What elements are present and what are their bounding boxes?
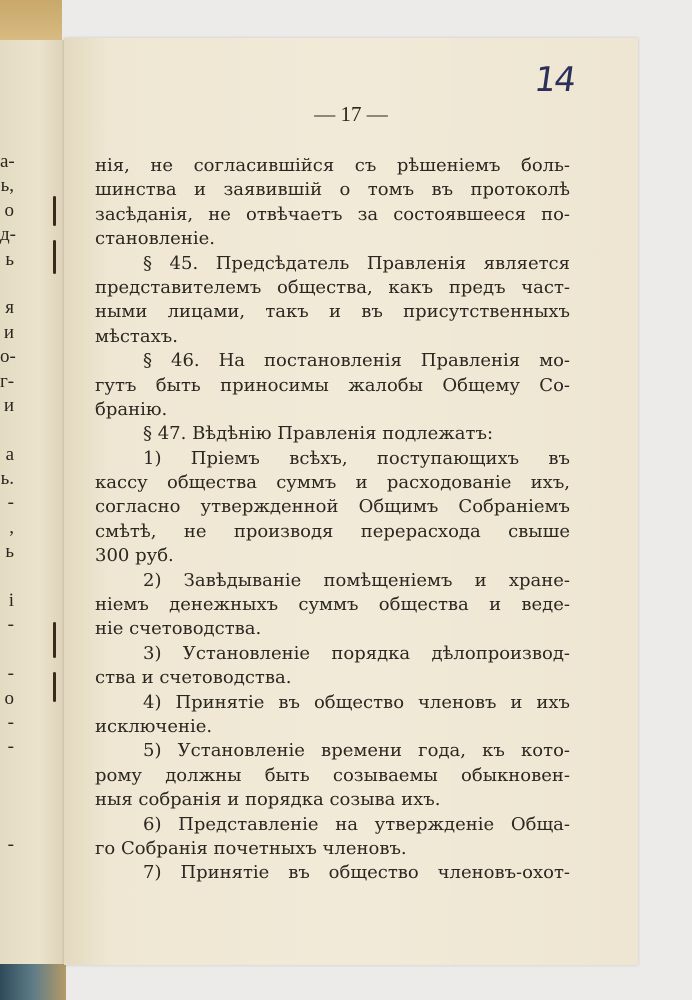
left-page-fragment	[0, 809, 14, 833]
left-page-fragment	[0, 638, 14, 662]
text-line: § 45. Предсѣдатель Правленія является	[143, 252, 570, 274]
text-line: согласно утвержденной Общимъ Собраніемъ	[95, 496, 570, 518]
left-page-fragment: -	[7, 492, 14, 514]
previous-page-text-fragments	[0, 150, 14, 857]
left-page-fragment: і	[8, 590, 14, 612]
left-page-fragment	[0, 565, 14, 589]
left-page-fragment: -	[7, 711, 14, 733]
binding-stitch	[53, 196, 56, 226]
binding-stitch	[53, 622, 56, 658]
text-line: ныя собранія и порядка созыва ихъ.	[95, 789, 441, 811]
left-page-fragment: д-	[0, 224, 16, 246]
left-page-fragment: а	[5, 443, 14, 465]
text-line: 5) Установленіе времени года, къ кото-	[143, 740, 570, 762]
left-page-fragment: -	[7, 736, 14, 758]
left-page-fragment: а-	[0, 151, 15, 172]
text-line: ніе счетоводства.	[95, 618, 262, 640]
text-line: бранію.	[95, 398, 168, 420]
text-line: шинства и заявившій о томъ въ протоколѣ	[95, 179, 570, 201]
text-line: § 47. Вѣдѣнію Правленія подлежатъ:	[143, 423, 494, 445]
left-page-fragment: ь.	[0, 468, 14, 490]
book-page	[64, 38, 638, 965]
text-line: представителемъ общества, какъ предъ част-	[95, 276, 570, 298]
text-line: 4) Принятіе въ общество членовъ и ихъ	[143, 691, 570, 713]
text-line: ства и счетоводства.	[95, 667, 292, 689]
text-line: 3) Установленіе порядка дѣлопроизвод-	[143, 642, 570, 664]
binding-stitch	[53, 240, 56, 274]
left-page-fragment: о-	[0, 346, 16, 368]
text-line: го Собранія почетныхъ членовъ.	[95, 837, 407, 859]
left-page-fragment	[0, 760, 14, 784]
left-page-fragment: ь,	[0, 175, 14, 197]
text-line: исключеніе.	[95, 715, 213, 737]
left-page-fragment: -	[7, 663, 14, 685]
left-page-fragment: ,	[9, 516, 14, 538]
text-line: 1) Пріемъ всѣхъ, поступающихъ въ	[143, 447, 570, 469]
text-line: ніемъ денежныхъ суммъ общества и веде-	[95, 594, 570, 616]
book-binding-bottom	[0, 964, 66, 1000]
text-line: кассу общества суммъ и расходованіе ихъ,	[95, 472, 570, 494]
text-line: § 46. На постановленія Правленія мо-	[143, 350, 570, 372]
text-line: 7) Принятіе въ общество членовъ-охот-	[143, 862, 570, 884]
left-page-fragment: о	[4, 687, 14, 709]
left-page-fragment	[0, 784, 14, 808]
text-line: 2) Завѣдываніе помѣщеніемъ и хране-	[143, 569, 570, 591]
text-line: смѣтѣ, не производя перерасхода свыше	[95, 520, 570, 542]
text-line: 300 руб.	[95, 545, 174, 567]
left-page-fragment: и	[3, 394, 14, 416]
left-page-fragment: я	[5, 297, 14, 319]
book-cover-edge	[0, 0, 62, 44]
left-page-fragment: о	[4, 199, 14, 221]
handwritten-folio-number: 14	[531, 60, 577, 100]
left-page-fragment: -	[7, 833, 14, 855]
binding-stitch	[53, 672, 56, 702]
left-page-fragment: и	[3, 321, 14, 343]
body-text	[95, 154, 570, 886]
left-page-fragment: ь	[5, 248, 14, 270]
text-line: гутъ быть приносимы жалобы Общему Со-	[95, 374, 570, 396]
left-page-fragment: -	[7, 614, 14, 636]
left-page-fragment	[0, 418, 14, 442]
page-number: — 17 —	[314, 102, 388, 126]
text-line: мѣстахъ.	[95, 325, 178, 347]
text-line: рому должны быть созываемы обыкновен-	[95, 764, 570, 786]
left-page-fragment: ь	[5, 541, 14, 563]
left-page-fragment: г-	[0, 370, 15, 392]
left-page-fragment	[0, 272, 14, 296]
text-line: нія, не согласившійся съ рѣшеніемъ боль-	[95, 155, 570, 176]
text-line: 6) Представленіе на утвержденіе Обща-	[143, 813, 570, 835]
text-line: становленіе.	[95, 228, 215, 250]
text-line: засѣданія, не отвѣчаетъ за состоявшееся по-	[95, 203, 570, 225]
text-line: ными лицами, такъ и въ присутственныхъ	[95, 301, 570, 323]
